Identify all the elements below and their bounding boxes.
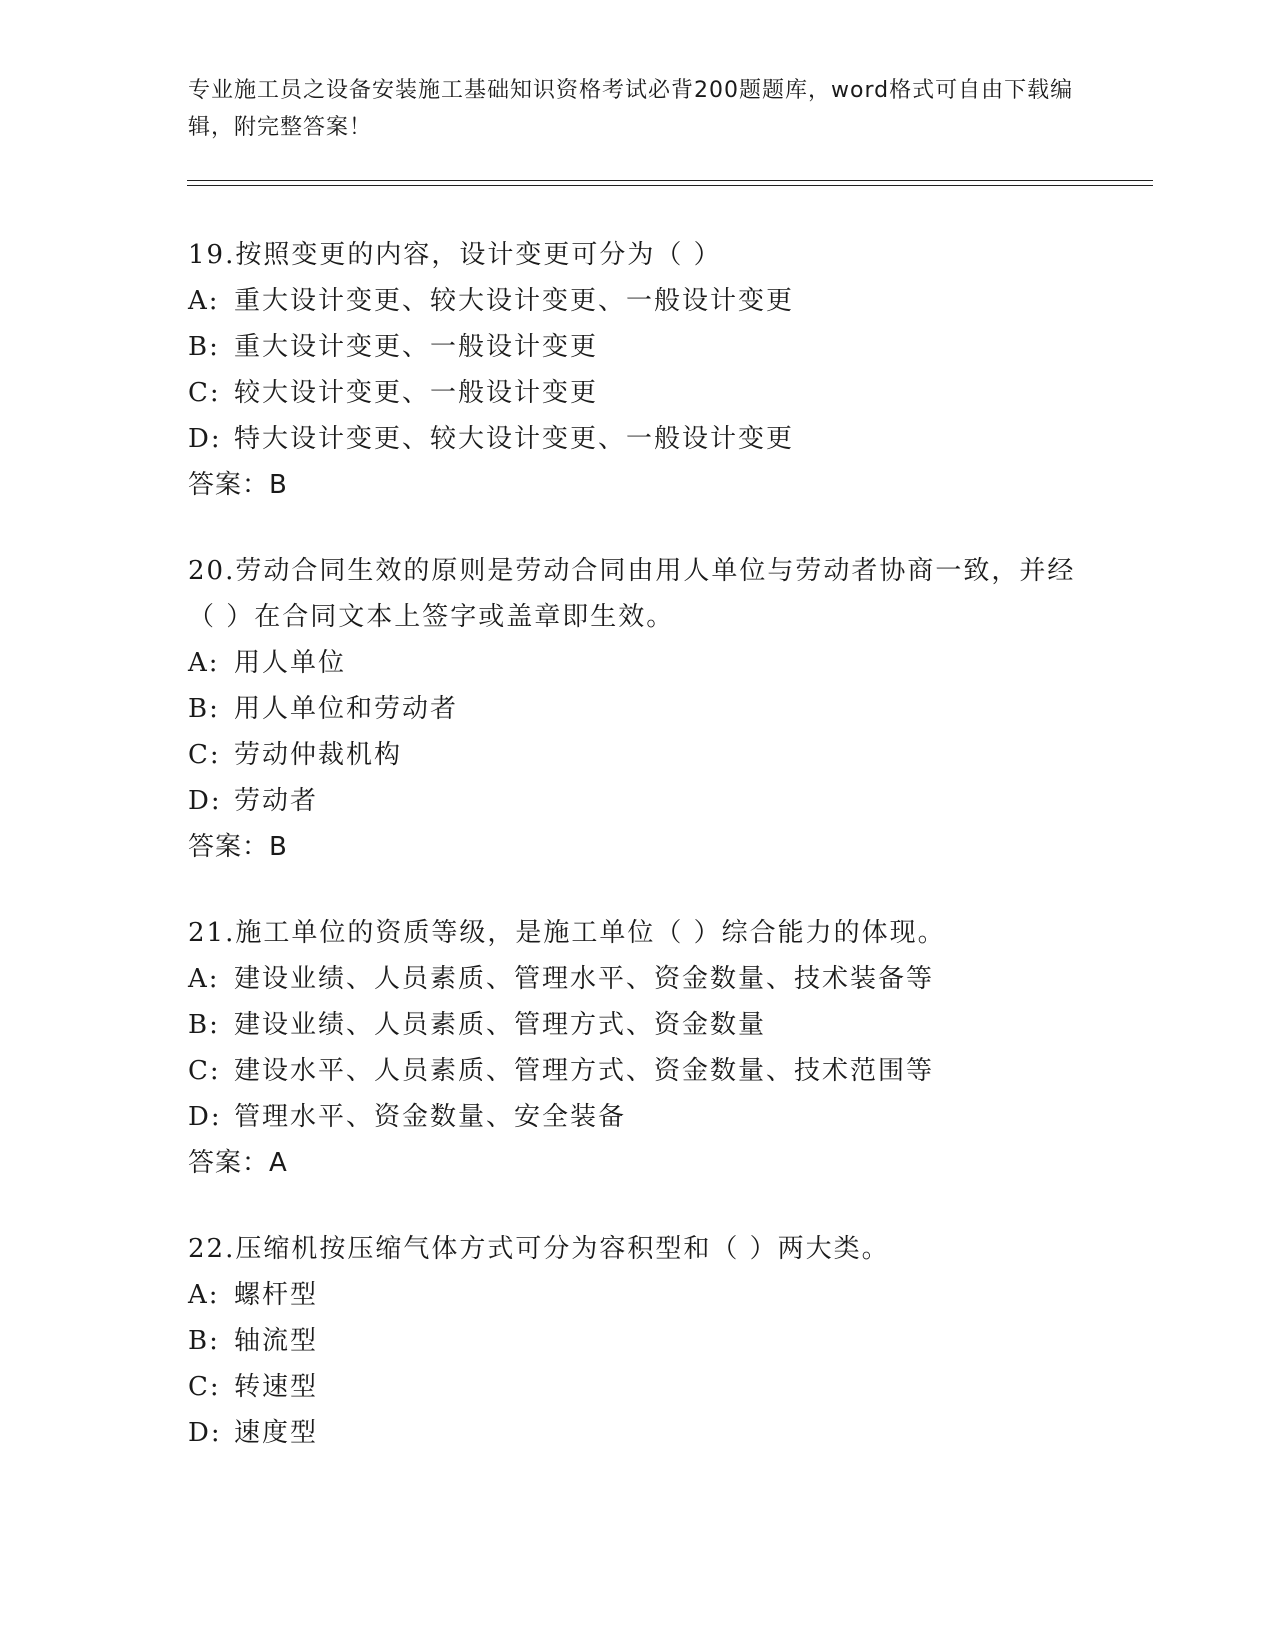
question-stem: 22.压缩机按压缩气体方式可分为容积型和（ ）两大类。 <box>188 1234 890 1264</box>
option-a <box>188 278 1088 324</box>
option-d <box>188 778 1088 824</box>
option-text: 劳动仲裁机构 <box>234 740 403 770</box>
option-letter: A: <box>188 1280 220 1310</box>
option-text: 管理水平、资金数量、安全装备 <box>234 1102 627 1132</box>
answer-line: 答案：A <box>188 1148 288 1178</box>
answer-line: 答案：B <box>188 470 288 500</box>
option-letter: B: <box>188 332 220 362</box>
option-letter: D: <box>188 1418 222 1448</box>
option-letter: D: <box>188 1102 222 1132</box>
option-a <box>188 640 1088 686</box>
option-c <box>188 1364 1088 1410</box>
option-letter: A: <box>188 286 220 316</box>
option-letter: D: <box>188 786 222 816</box>
option-letter: C: <box>188 1372 221 1402</box>
option-letter: B: <box>188 694 220 724</box>
option-text: 劳动者 <box>234 786 319 816</box>
option-d <box>188 1410 1088 1456</box>
option-letter: D: <box>188 424 222 454</box>
option-text: 重大设计变更、较大设计变更、一般设计变更 <box>234 286 795 316</box>
option-text: 速度型 <box>234 1418 319 1448</box>
option-text: 螺杆型 <box>234 1280 319 1310</box>
question-stem: 20.劳动合同生效的原则是劳动合同由用人单位与劳动者协商一致，并经（ ）在合同文本上签字或盖章即生效。 <box>188 556 1076 632</box>
option-b <box>188 686 1088 732</box>
question-stem: 19.按照变更的内容，设计变更可分为（ ） <box>188 240 722 270</box>
option-b <box>188 1002 1088 1048</box>
option-letter: A: <box>188 964 220 994</box>
option-b <box>188 324 1088 370</box>
answer-line: 答案：B <box>188 832 288 862</box>
option-b <box>188 1318 1088 1364</box>
option-a <box>188 956 1088 1002</box>
option-letter: C: <box>188 740 221 770</box>
option-text: 特大设计变更、较大设计变更、一般设计变更 <box>234 424 795 454</box>
option-letter: B: <box>188 1010 220 1040</box>
option-d <box>188 1094 1088 1140</box>
option-c <box>188 732 1088 778</box>
option-text: 转速型 <box>234 1372 319 1402</box>
option-text: 重大设计变更、一般设计变更 <box>234 332 599 362</box>
question-22 <box>188 1226 1088 1456</box>
option-text: 建设业绩、人员素质、管理水平、资金数量、技术装备等 <box>234 964 935 994</box>
option-text: 用人单位和劳动者 <box>234 694 459 724</box>
option-letter: B: <box>188 1326 220 1356</box>
option-text: 较大设计变更、一般设计变更 <box>234 378 599 408</box>
header-rule-top <box>187 180 1153 181</box>
option-c <box>188 370 1088 416</box>
option-text: 建设水平、人员素质、管理方式、资金数量、技术范围等 <box>234 1056 935 1086</box>
question-list <box>188 232 1088 1496</box>
header-rule-bottom <box>187 185 1153 186</box>
question-20 <box>188 548 1088 870</box>
option-text: 建设业绩、人员素质、管理方式、资金数量 <box>234 1010 767 1040</box>
option-a <box>188 1272 1088 1318</box>
option-text: 轴流型 <box>234 1326 319 1356</box>
question-stem: 21.施工单位的资质等级，是施工单位（ ）综合能力的体现。 <box>188 918 946 948</box>
option-text: 用人单位 <box>234 648 347 678</box>
question-19 <box>188 232 1088 508</box>
question-21 <box>188 910 1088 1186</box>
option-c <box>188 1048 1088 1094</box>
option-letter: C: <box>188 378 221 408</box>
document-header: 专业施工员之设备安装施工基础知识资格考试必背200题题库，word格式可自由下载编辑，附完整答案！ <box>188 78 1074 140</box>
option-d <box>188 416 1088 462</box>
option-letter: C: <box>188 1056 221 1086</box>
option-letter: A: <box>188 648 220 678</box>
